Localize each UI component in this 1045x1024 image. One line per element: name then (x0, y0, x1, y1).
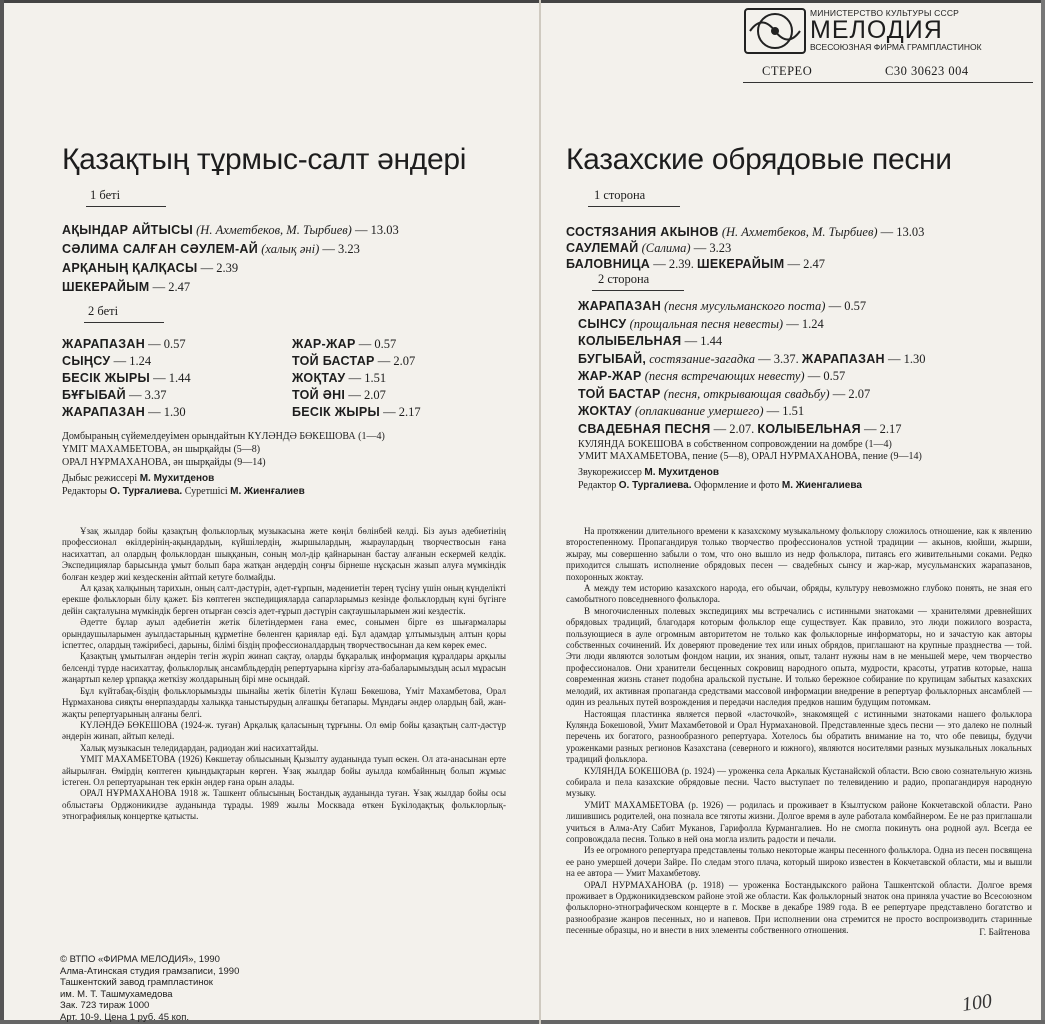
kz-side1-list (62, 222, 399, 298)
ru-side1-rule (588, 206, 680, 207)
jacket-left-edge (0, 0, 4, 1024)
track-item: БЕСІК ЖЫРЫ — 2.17 (292, 405, 421, 419)
ru-author-signature: Г. Байтенова (979, 928, 1030, 938)
track-item: ЖОКТАУ (оплакивание умершего) — 1.51 (578, 404, 805, 418)
ru-paragraph: Из ее огромного репертуара представлены только некоторые жанры песенного фольклора. Одна из песен посвящена ее рано умершей дочери Зайре. По следам этого плача, который широко известен в Кокчетавской области, мы и вышли на ее автора — Умит Махамбетову. (566, 845, 1032, 879)
ru-side2-list (578, 298, 926, 438)
track-item: ТОЙ БАСТАР — 2.07 (292, 354, 416, 368)
kz-side1-rule (86, 206, 166, 207)
track-item: СОСТЯЗАНИЯ АКЫНОВ (Н. Ахметбеков, М. Тырбиев) — 13.03 (566, 225, 925, 239)
track-item: ЖАР-ЖАР (песня встречающих невесту) — 0.57 (578, 369, 846, 383)
footer-plant-name: им. М. Т. Ташмухамедова (60, 988, 173, 1000)
track-item: ШЕКЕРАЙЫМ — 2.47 (62, 280, 191, 294)
kz-credits (62, 430, 385, 498)
track-item: БҰҒЫБАЙ — 3.37 (62, 388, 167, 402)
track-item: БУГЫБАЙ, состязание-загадка — 3.37. ЖАРАПАЗАН — 1.30 (578, 351, 926, 366)
track-item: КОЛЫБЕЛЬНАЯ — 1.44 (578, 334, 723, 348)
kz-paragraph: КҮЛӘНДӘ БӨКЕШОВА (1924-ж. туған) Арқалық қаласының тұрғыны. Ол өмір бойы қазақтың салт-дәстүр әндерін жинап, айтып келеді. (62, 719, 506, 742)
kz-title: Қазақтың тұрмыс-салт әндері (62, 143, 467, 176)
ru-paragraph: На протяжении длительного времени к казахскому музыкальному фольклору сложилось отношение, как к явлению второстепенному. Пропагандируя только творчество профессионалов устной традиции — акынов, кюйши, жырши, жырау, мы совершенно забыли о том, что оно вышло из недр фольклора, питаясь его живительными соками. Редко приходится слышать исполнение обрядовых песен — свадебных сынсу и жар-жар, мусульманских жарапазанов, похоронных жоктау. (566, 526, 1032, 582)
kz-paragraph: Халық музыкасын теледидардан, радиодан жиі насихаттайды. (80, 742, 319, 753)
ru-performer-1: КУЛЯНДА БОКЕШОВА в собственном сопровождении на домбре (1—4) (578, 439, 892, 450)
kz-side2-rule (84, 322, 164, 323)
footer-order: Зак. 723 тираж 1000 (60, 1000, 150, 1011)
kz-paragraph: Бұл күйтабақ-біздің фольклорымызды шынайы жетік білетін Күләш Бөкешова, Үміт Махамбетова, Орал Нұрмаханова сияқты өнерпаздарды халыққа таныстырудың алғашқы бетапары. Мұндағы әндер олардың бай, жан-жақты репертуарының алғаны белгі. (62, 685, 506, 719)
track-item: АҚЫНДАР АЙТЫСЫ (Н. Ахметбеков, М. Тырбиев) — 13.03 (62, 223, 399, 237)
ru-paragraph: В многочисленных полевых экспедициях мы встречались с истинными знатоками — хранителями древнейших обрядовых традиций, благодаря которым фольклор еще существует. Как правило, это люди пожилого возраста, пользующиеся в ауле огромным авторитетом не только как фольклорные информаторы, но и зачастую как авторы собственных сочинений. Их доверяют проведение тех или иных обрядов, приглашают на крупные празднества — той. Эти люди являются золотым фондом нации, их знания, опыт, талант нужны нам в не меньшей мере, чем творчество профессионалов. Они хранители бесценных сокровищ народного опыта, мудрости, красоты, утратив которые, наша современная жизнь станет подобна аральской пустыне. И только бережное собирание по крупицам забытых казахских мелодий, их активная пропаганда средствами массовой информации внедрение в репертуар фольклорных ансамблей — один из реальных путей возрождения и передачи наследия предков нашим будущим потомкам. (566, 605, 1032, 708)
kz-side2-left (62, 336, 191, 421)
catalog-number: С30 30623 004 (885, 64, 969, 78)
track-item: ЖАР-ЖАР — 0.57 (292, 337, 397, 351)
melodiya-emblem-icon (744, 8, 806, 54)
jacket-right-edge (1041, 0, 1045, 1024)
footer-studio: Алма-Атинская студия грамзаписи, 1990 (60, 965, 240, 977)
track-item: ТОЙ ӘНІ — 2.07 (292, 388, 386, 402)
kz-performer-2: ҮМІТ МАХАМБЕТОВА, ән шырқайды (5—8) (62, 444, 261, 455)
track-item: АРҚАНЫҢ ҚАЛҚАСЫ — 2.39 (62, 261, 239, 275)
track-item: ЖАРАПАЗАН — 1.30 (62, 405, 186, 419)
kz-paragraph: Ұзақ жылдар бойы қазақтың фольклорлық музыкасына жете көңіл бөлінбей келді. Біз ауыз әдебиетінің профессионал өкілдерінің-ақындардың, күйшілердің, жыршылардың, жыраулардың творчествосын ғана насихаттап, ал олардың фольклордан шыққанын, соның мол-дір қайнарынан бастау алғанын ескермей келдік. Экспедициялар барысында ұмыт болып бара жатқан әндердің соңғы бірнеше нұсқасын жазып алуға мүмкіндік болған кездер жиі кездескенін айтпай кетуге болмайды. (62, 526, 506, 582)
ru-paragraph: А между тем историю казахского народа, его обычаи, обряды, культуру невозможно глубоко понять, не зная его самобытного повседневного фольклора. (566, 583, 1032, 605)
kz-paragraph: ОРАЛ НҰРМАХАНОВА 1918 ж. Ташкент облысының Бостандық ауданында туған. Ұзақ жылдар бойы осы облыстағы Орджоникидзе ауданында тұрады. 1989 жылы Москвада өткен Бүкілодақтық фольклорлық-этнографиялық концертке қатысты. (62, 788, 506, 822)
stereo-label: СТЕРЕО (762, 64, 813, 78)
track-item: САУЛЕМАЙ (Салима) — 3.23 (566, 241, 732, 255)
track-item: ЖАРАПАЗАН (песня мусульманского поста) — 0.57 (578, 299, 867, 313)
header-rule (743, 82, 1033, 83)
track-item: ЖАРАПАЗАН — 0.57 (62, 337, 186, 351)
handwritten-number: 100 (960, 990, 994, 1016)
ru-paragraph: КУЛЯНДА БОКЕШОВА (р. 1924) — уроженка села Аркалык Кустанайской области. Всю свою сознательную жизнь собирала и пела казахские обрядовые песни. Часто выступает по телевидению и радио, пропагандируя народную музыку. (566, 765, 1032, 799)
ru-paragraph: ОРАЛ НУРМАХАНОВА (р. 1918) — уроженка Бостандыкского района Ташкентской области. Долгое время проживает в Орджоникидзевском районе этой же области. Как фольклорный знаток она приняла участие во Всесоюзном фольклорно-этнографическом концерте в г. Москве в декабре 1989 года. В ее репертуаре представлено богатство и разнообразие жанров песенных, но и напевов. При исполнении она стремится не просто воспроизводить старинные песенные образцы, но и внести в них элементы собственного отношения. (566, 879, 1032, 936)
kz-engineer: Дыбыс режиссері М. Мухитденов (62, 473, 215, 484)
ru-credits (578, 438, 922, 492)
ru-paragraph: УМИТ МАХАМБЕТОВА (р. 1926) — родилась и проживает в Кзылтуском районе Кокчетавской области. Рано лишившись родителей, она познала все тяготы жизни. Долгое время в ауле работала комбайнером. Ее не раз приглашали учиться в Алма-Ату Сабит Муканов, Гарифолла Курмангалиев. Но не смогла покинуть она родной аул. Всегда ее сопровождала песня. Только в ней она могла излить радости и печали. (566, 799, 1032, 844)
ru-side2-rule (592, 290, 684, 291)
imprint-footer (60, 954, 239, 1023)
ru-editor: Редактор О. Тургалиева. Оформление и фото М. Жиенгалиева (578, 480, 862, 491)
kz-side2-label: 2 беті (88, 304, 119, 318)
logo-ministry: МИНИСТЕРСТВО КУЛЬТУРЫ СССР (810, 8, 960, 18)
track-item: СӘЛИМА САЛҒАН СӘУЛЕМ-АЙ (халық әні) — 3.23 (62, 242, 360, 256)
logo-name: МЕЛОДИЯ (810, 16, 943, 44)
track-item: БАЛОВНИЦА — 2.39. ШЕКЕРАЙЫМ — 2.47 (566, 257, 826, 271)
footer-plant: Ташкентский завод грампластинок (60, 977, 213, 988)
track-item: СЫҢСУ — 1.24 (62, 354, 152, 368)
ru-performer-2: УМИТ МАХАМБЕТОВА, пение (5—8), ОРАЛ НУРМАХАНОВА, пение (9—14) (578, 451, 922, 462)
ru-paragraph: Настоящая пластинка является первой «ласточкой», знакомящей с истинными знатоками нашего фольклора Кулянда Бокешовой, Умит Махамбетовой и Орал Нурмахановой. Представленные здесь песни — это далеко не полный перечень их богатого, разнообразного репертуара. Хотелось бы обратить внимание на то, что обе певицы, будучи уроженками разных регионов Казахстана (северного и южного), являются носителями разных музыкальных локальных традиций фольклора. (566, 708, 1032, 765)
jacket-top-edge (0, 0, 1045, 3)
kz-paragraph: Қазақтың ұмытылған әндерін тегін жүріп жинап сақтау, оларды бұқаралық информация құралдары арқылы белсенді түрде насихаттау, фольклорлық ансамбльдердің репертуарына кіргізу ата-бабаларымыздың асыл мұрасын жаңартып келер ұрпаққа жеткізу жолдарының бірі мне осындай. (62, 651, 506, 685)
track-item: ТОЙ БАСТАР (песня, открывающая свадьбу) — 2.07 (578, 386, 871, 401)
track-item: ЖОҚТАУ — 1.51 (292, 371, 387, 385)
kz-editor: Редакторы О. Турғалиева. Суретшісі М. Жиенғалиев (62, 486, 305, 497)
kz-liner-notes (62, 526, 506, 942)
ru-side2-label: 2 сторона (598, 272, 650, 286)
kz-paragraph: ҮМІТ МАХАМБЕТОВА (1926) Көкшетау облысының Қызылту ауданында туып өскен. Ол ата-анасынан ерте айырылған. Өмірдің көптеген қиындықтарын көрген. Ұзақ жылдар бойы ауылда комбайнның болып жұмыс істеген. Ол репертуарынан тек еркін әндер ғана орын алады. (62, 754, 506, 787)
kz-performer-1: Домбыраның сүйемелдеуімен орындайтын КҮЛӘНДӘ БӨКЕШОВА (1—4) (62, 431, 385, 442)
kz-paragraph: Ал қазақ халқының тарихын, оның салт-дәстүрін, әдет-ғұрпын, мәдениетін терең түсіну үшін оның күнделікті ерекше фольклорын білу қажет. Біз көптеген экспедицияларда сапарларымыз кезінде фольклордың күні бүгінге дейін сақталуына мүмкіндік берген отырған сөзсіз әдет-ғұрып дәстүрін сақтаушыларымен жиі кездестік. (62, 583, 506, 616)
center-fold (539, 0, 541, 1024)
ru-side1-label: 1 сторона (594, 188, 646, 202)
logo-firm: ВСЕСОЮЗНАЯ ФИРМА ГРАМПЛАСТИНОК (810, 42, 982, 52)
kz-side1-label: 1 беті (90, 188, 121, 202)
ru-title: Казахские обрядовые песни (566, 143, 952, 176)
kz-performer-3: ОРАЛ НҰРМАХАНОВА, ән шырқайды (9—14) (62, 457, 266, 468)
track-item: СВАДЕБНАЯ ПЕСНЯ — 2.07. КОЛЫБЕЛЬНАЯ — 2.17 (578, 421, 902, 436)
kz-side2-right (292, 336, 421, 421)
footer-copyright: © ВТПО «ФИРМА МЕЛОДИЯ», 1990 (60, 954, 220, 965)
footer-price: Арт. 10-9. Цена 1 руб. 45 коп. (60, 1011, 189, 1023)
track-item: БЕСІК ЖЫРЫ — 1.44 (62, 371, 191, 385)
kz-paragraph: Әдетте бұлар ауыл әдебиетін жетік білетіндермен ғана емес, сонымен бірге өз шығармалары орындаушыларымен ауылдастарының құрметіне бөленген қариялар еді. Бұл адамдар ұлтымыздың алтын қоры іспеттес, олардың тәжірибесі, дарыны, білімі біздің профессионалдардың творчествосынан да кем көрек емес. (62, 617, 506, 651)
ru-side1-list (566, 224, 924, 272)
track-item: СЫНСУ (прощальная песня невесты) — 1.24 (578, 316, 824, 331)
melodiya-logo (744, 8, 1034, 56)
ru-engineer: Звукорежиссер М. Мухитденов (578, 467, 719, 478)
